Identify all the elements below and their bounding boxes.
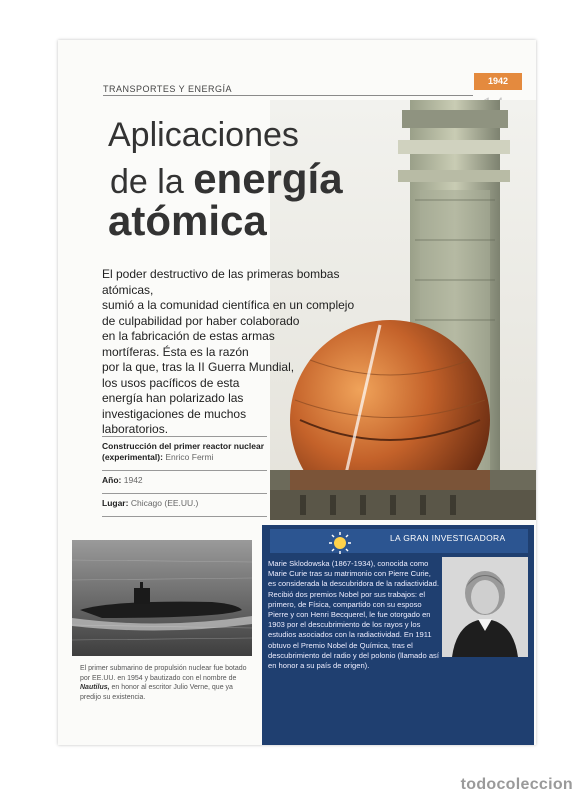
intro-line: sumió a la comunidad científica en un complejo — [102, 298, 355, 312]
caption-part-b: en honor al escritor Julio Verne, que ya predijo su existencia. — [80, 684, 233, 701]
submarine-photo — [72, 540, 252, 656]
fact-row — [102, 470, 267, 493]
submarine-caption — [80, 664, 250, 702]
title-line-1: Aplicaciones — [108, 116, 299, 154]
intro-line: por la que, tras la II Guerra Mundial, — [102, 360, 295, 374]
caption-ship-name: Nautilus, — [80, 684, 110, 691]
fact-label: Lugar: — [102, 498, 129, 508]
year-tab: 1942 — [474, 73, 522, 90]
title-line-2-big: energía — [193, 155, 343, 202]
fact-value: 1942 — [123, 475, 143, 485]
fact-label: Construcción del primer reactor nuclear (experimental): — [102, 441, 265, 462]
investigator-text: Marie Sklodowska (1867-1934), conocida como Marie Curie tras su matrimonio con Pierre Curie, es considerada la descubridora de la radiactividad. Recibió dos premios Nobel por sus trabajos: el primero, de Física, compartido con su esposo Pierre y con Henri Becquerel, le fue otorgado en 1903 por el descubrimiento de los rayos y los estudios asociados con la radiactividad. En 1911 obtuvo el Premio Nobel de Química, tras el descubrimiento del radio y del polonio (llamado así en honor a su país de origen). — [268, 559, 439, 671]
marie-curie-portrait — [442, 557, 528, 657]
document-page — [58, 40, 536, 745]
lightbulb-icon — [328, 531, 352, 555]
fact-row — [102, 493, 267, 517]
intro-text — [102, 267, 392, 438]
investigator-box — [262, 525, 534, 745]
investigator-title: LA GRAN INVESTIGADORA — [390, 533, 506, 543]
fact-value: Enrico Fermi — [165, 452, 214, 462]
intro-line: en la fabricación de estas armas — [102, 329, 275, 343]
intro-line: mortíferas. Ésta es la razón — [102, 344, 249, 359]
intro-line: laboratorios. — [102, 422, 169, 436]
caption-part-a: El primer submarino de propulsión nuclear fue botado por EE.UU. en 1954 y bautizado con el nombre de — [80, 665, 247, 682]
page-title — [108, 118, 343, 242]
section-label: TRANSPORTES Y ENERGÍA — [103, 84, 233, 94]
fact-row — [102, 436, 267, 470]
title-line-2-small: de la — [110, 163, 184, 201]
title-line-2 — [110, 155, 343, 202]
facts-table — [102, 436, 267, 517]
section-rule — [103, 95, 473, 96]
intro-line: energía han polarizado las — [102, 391, 244, 405]
title-line-3: atómica — [108, 197, 267, 244]
intro-line: El poder destructivo de las primeras bombas atómicas, — [102, 267, 340, 297]
fact-label: Año: — [102, 475, 122, 485]
intro-line: los usos pacíficos de esta — [102, 375, 240, 390]
watermark: todocoleccion — [460, 776, 573, 793]
intro-line: investigaciones de muchos — [102, 406, 247, 421]
fact-value: Chicago (EE.UU.) — [130, 498, 199, 508]
intro-line: de culpabilidad por haber colaborado — [102, 313, 300, 328]
